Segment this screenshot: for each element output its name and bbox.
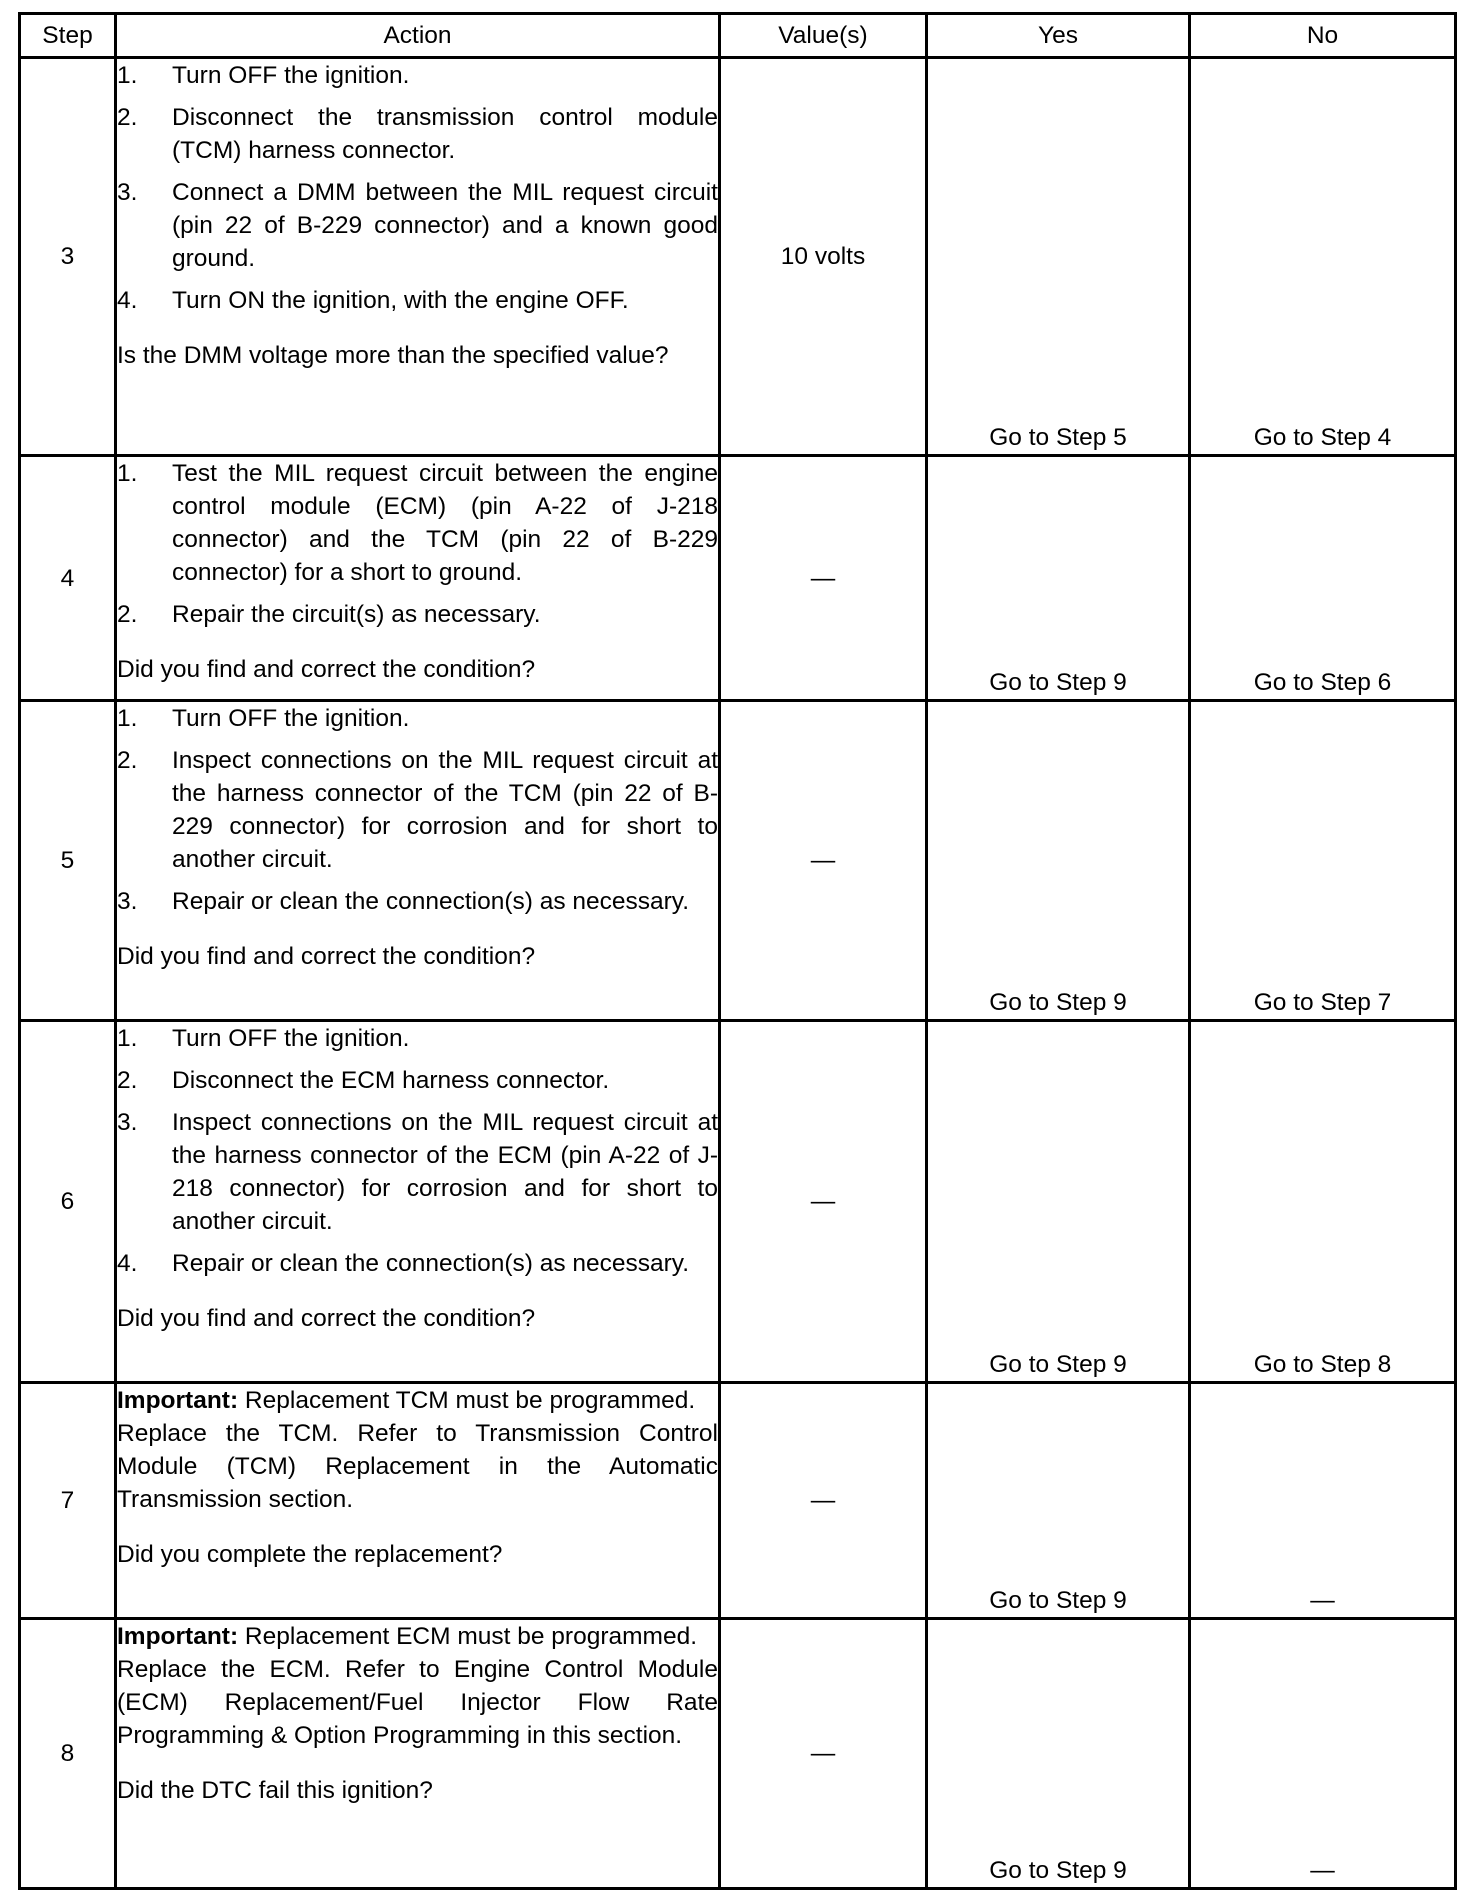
action-body: Replace the TCM. Refer to Transmission Control Module (TCM) Replacement in the Automatic Transmission section.: [117, 1420, 718, 1513]
item-text: Repair or clean the connection(s) as necessary.: [172, 888, 690, 915]
list-item: [117, 457, 718, 589]
action-steps: [117, 702, 718, 918]
header-action: Action: [116, 14, 720, 58]
list-item: [117, 176, 718, 275]
action-steps: [117, 59, 718, 317]
list-item: [117, 1247, 718, 1280]
item-text: Test the MIL request circuit between the engine control module (ECM) (pin A-22 of J-218 connector) and the TCM (pin 22 of B-229 connector) for a short to ground.: [172, 460, 718, 586]
step-number: 5: [20, 701, 116, 1021]
item-number: 3.: [117, 1109, 138, 1136]
table-row: [20, 1619, 1456, 1889]
table-row: [20, 1383, 1456, 1619]
item-number: 3.: [117, 888, 138, 915]
table-header-row: [20, 14, 1456, 58]
item-text: Turn OFF the ignition.: [172, 62, 410, 89]
item-number: 2.: [117, 601, 138, 628]
item-text: Connect a DMM between the MIL request circuit (pin 22 of B-229 connector) and a known good ground.: [172, 179, 718, 272]
step-number: 8: [20, 1619, 116, 1889]
action-steps: [117, 1022, 718, 1280]
list-item: [117, 101, 718, 167]
action-steps: [117, 457, 718, 631]
action-cell: [116, 1383, 720, 1619]
value-cell: —: [720, 1619, 927, 1889]
list-item: [117, 744, 718, 876]
no-cell: Go to Step 7: [1190, 701, 1456, 1021]
no-cell: —: [1190, 1383, 1456, 1619]
item-text: Inspect connections on the MIL request circuit at the harness connector of the ECM (pin A-22 of J-218 connector) for corrosion and for short to another circuit.: [172, 1109, 718, 1235]
header-yes: Yes: [927, 14, 1190, 58]
table-row: [20, 701, 1456, 1021]
question-text: Did you find and correct the condition?: [117, 1305, 536, 1332]
header-step: Step: [20, 14, 116, 58]
question-text: Did you find and correct the condition?: [117, 656, 536, 683]
important-label: Important:: [117, 1387, 239, 1414]
important-label: Important:: [117, 1623, 239, 1650]
no-cell: —: [1190, 1619, 1456, 1889]
item-number: 1.: [117, 705, 138, 732]
list-item: [117, 284, 718, 317]
value-cell: —: [720, 1383, 927, 1619]
yes-cell: Go to Step 9: [927, 1383, 1190, 1619]
action-cell: [116, 701, 720, 1021]
item-number: 2.: [117, 1067, 138, 1094]
question-text: Is the DMM voltage more than the specified value?: [117, 342, 669, 369]
yes-cell: Go to Step 9: [927, 1021, 1190, 1383]
item-text: Disconnect the ECM harness connector.: [172, 1067, 610, 1094]
item-text: Turn OFF the ignition.: [172, 705, 410, 732]
item-number: 2.: [117, 747, 138, 774]
important-text: Replacement TCM must be programmed.: [238, 1387, 696, 1414]
table-row: [20, 58, 1456, 456]
item-text: Repair or clean the connection(s) as necessary.: [172, 1250, 690, 1277]
step-number: 6: [20, 1021, 116, 1383]
yes-cell: Go to Step 9: [927, 456, 1190, 701]
diagnostic-table: [18, 12, 1457, 1890]
item-number: 1.: [117, 1025, 138, 1052]
list-item: [117, 1022, 718, 1055]
action-cell: [116, 456, 720, 701]
question-text: Did the DTC fail this ignition?: [117, 1777, 433, 1804]
item-text: Disconnect the transmission control module (TCM) harness connector.: [172, 104, 718, 164]
item-number: 4.: [117, 1250, 138, 1277]
important-note: [117, 1620, 718, 1653]
list-item: [117, 702, 718, 735]
yes-cell: Go to Step 5: [927, 58, 1190, 456]
value-cell: —: [720, 456, 927, 701]
item-number: 3.: [117, 179, 138, 206]
item-text: Turn ON the ignition, with the engine OFF.: [172, 287, 629, 314]
step-number: 3: [20, 58, 116, 456]
important-text: Replacement ECM must be programmed.: [238, 1623, 697, 1650]
step-number: 7: [20, 1383, 116, 1619]
list-item: [117, 598, 718, 631]
value-cell: —: [720, 1021, 927, 1383]
question-text: Did you find and correct the condition?: [117, 943, 536, 970]
list-item: [117, 885, 718, 918]
list-item: [117, 59, 718, 92]
header-no: No: [1190, 14, 1456, 58]
yes-cell: Go to Step 9: [927, 701, 1190, 1021]
list-item: [117, 1064, 718, 1097]
action-body: Replace the ECM. Refer to Engine Control Module (ECM) Replacement/Fuel Injector Flow Rate Programming & Option Programming in this section.: [117, 1656, 718, 1749]
no-cell: Go to Step 6: [1190, 456, 1456, 701]
important-note: [117, 1384, 718, 1417]
item-number: 1.: [117, 62, 138, 89]
table-row: [20, 456, 1456, 701]
no-cell: Go to Step 4: [1190, 58, 1456, 456]
action-cell: [116, 1021, 720, 1383]
item-text: Repair the circuit(s) as necessary.: [172, 601, 541, 628]
list-item: [117, 1106, 718, 1238]
no-cell: Go to Step 8: [1190, 1021, 1456, 1383]
value-cell: —: [720, 701, 927, 1021]
value-cell: 10 volts: [720, 58, 927, 456]
header-values: Value(s): [720, 14, 927, 58]
yes-cell: Go to Step 9: [927, 1619, 1190, 1889]
action-cell: [116, 58, 720, 456]
item-number: 1.: [117, 460, 138, 487]
step-number: 4: [20, 456, 116, 701]
item-number: 2.: [117, 104, 138, 131]
table-row: [20, 1021, 1456, 1383]
item-number: 4.: [117, 287, 138, 314]
item-text: Turn OFF the ignition.: [172, 1025, 410, 1052]
item-text: Inspect connections on the MIL request circuit at the harness connector of the TCM (pin 22 of B-229 connector) for corrosion and for short to another circuit.: [172, 747, 718, 873]
question-text: Did you complete the replacement?: [117, 1541, 503, 1568]
action-cell: [116, 1619, 720, 1889]
